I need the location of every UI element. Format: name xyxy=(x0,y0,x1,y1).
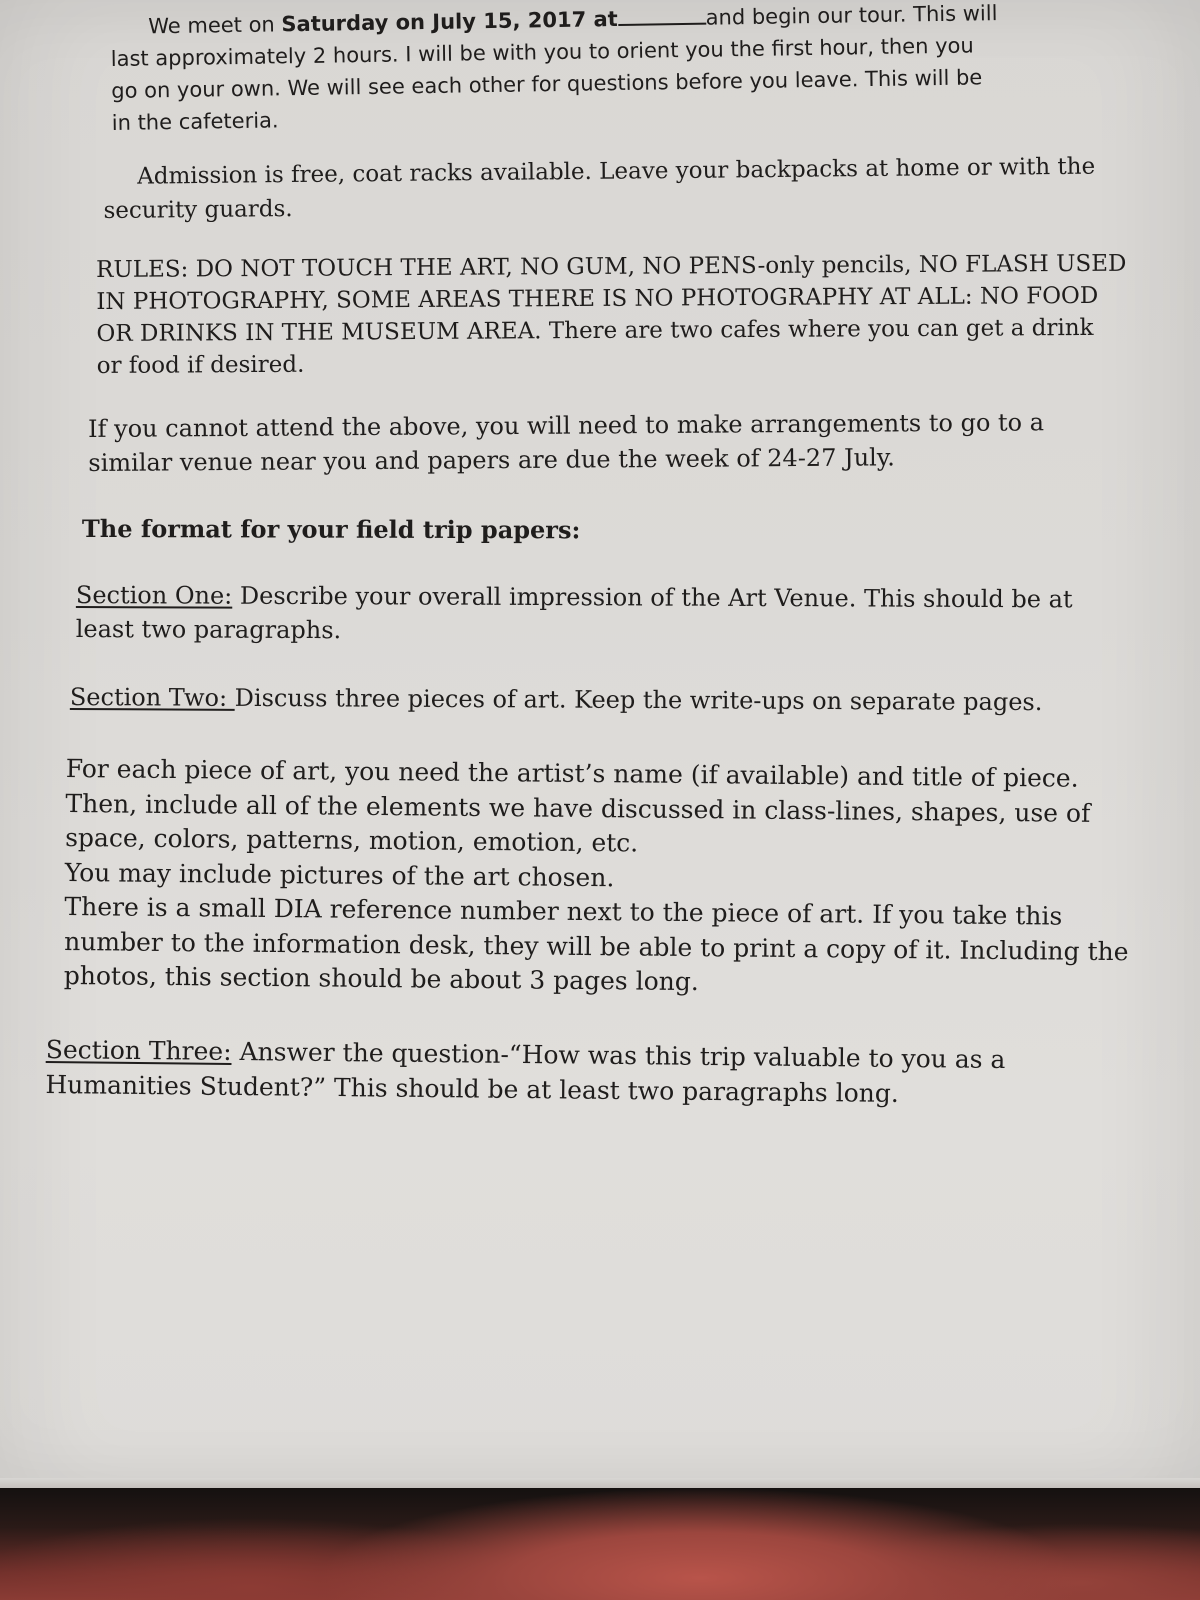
section-two-paragraph xyxy=(70,680,1043,719)
section-three-line-1: Answer the question-“How was this trip valuable to you as a xyxy=(231,1036,1006,1075)
details-line-4: You may include pictures of the art chosen. xyxy=(64,857,615,892)
section-three-paragraph xyxy=(45,1032,1005,1112)
meeting-date: Saturday on July 15, 2017 at xyxy=(281,7,618,37)
details-line-7: photos, this section should be about 3 pages long. xyxy=(63,960,699,997)
section-one-paragraph xyxy=(76,578,1073,650)
intro-line-2: last approximately 2 hours. I will be with you to orient you the first hour, then you xyxy=(110,33,974,71)
rules-line-2: IN PHOTOGRAPHY, SOME AREAS THERE IS NO PHOTOGRAPHY AT ALL: NO FOOD xyxy=(96,282,1099,315)
details-line-3: space, colors, patterns, motion, emotion, etc. xyxy=(65,822,639,858)
details-line-2: Then, include all of the elements we have discussed in class-lines, shapes, use of xyxy=(65,788,1091,828)
rules-line-3: OR DRINKS IN THE MUSEUM AREA. There are two cafes where you can get a drink xyxy=(96,314,1094,347)
section-one-line-1: Describe your overall impression of the Art Venue. This should be at xyxy=(232,581,1073,614)
section-one-label: Section One: xyxy=(75,581,233,610)
format-heading: The format for your field trip papers: xyxy=(81,514,581,545)
details-line-1: For each piece of art, you need the artist’s name (if available) and title of piece. xyxy=(65,753,1079,793)
admission-paragraph xyxy=(103,150,1096,228)
intro-after-blank: and begin our tour. This will xyxy=(705,1,998,30)
admission-line-1: Admission is free, coat racks available. Leave your backpacks at home or with the xyxy=(137,153,1096,190)
red-fabric-background xyxy=(0,1488,1200,1600)
admission-line-2: security guards. xyxy=(103,196,293,224)
rules-line-4: or food if desired. xyxy=(96,351,305,379)
alternative-line-1: If you cannot attend the above, you will need to make arrangements to go to a xyxy=(88,408,1045,443)
intro-lead: We meet on xyxy=(148,12,282,39)
intro-paragraph xyxy=(110,0,999,139)
alternative-line-2: similar venue near you and papers are due the week of 24-27 July. xyxy=(88,443,895,477)
details-line-5: There is a small DIA reference number next to the piece of art. If you take this xyxy=(64,891,1063,931)
section-two-text: Discuss three pieces of art. Keep the write-ups on separate pages. xyxy=(234,683,1043,717)
details-paragraph xyxy=(64,752,1131,1004)
intro-line-4: in the cafeteria. xyxy=(111,108,279,135)
section-two-label: Section Two: xyxy=(69,682,235,712)
section-three-label: Section Three: xyxy=(45,1034,232,1066)
details-line-6: number to the information desk, they will be able to print a copy of it. Including the xyxy=(64,926,1129,966)
intro-line-3: go on your own. We will see each other for questions before you leave. This will be xyxy=(111,65,983,103)
rules-paragraph xyxy=(96,248,1127,382)
section-one-line-2: least two paragraphs. xyxy=(75,614,342,645)
rules-line-1: RULES: DO NOT TOUCH THE ART, NO GUM, NO PENS-only pencils, NO FLASH USED xyxy=(96,250,1127,283)
meeting-time-blank[interactable] xyxy=(617,1,705,26)
alternative-paragraph xyxy=(88,405,1044,480)
section-three-line-2: Humanities Student?” This should be at least two paragraphs long. xyxy=(45,1069,899,1108)
